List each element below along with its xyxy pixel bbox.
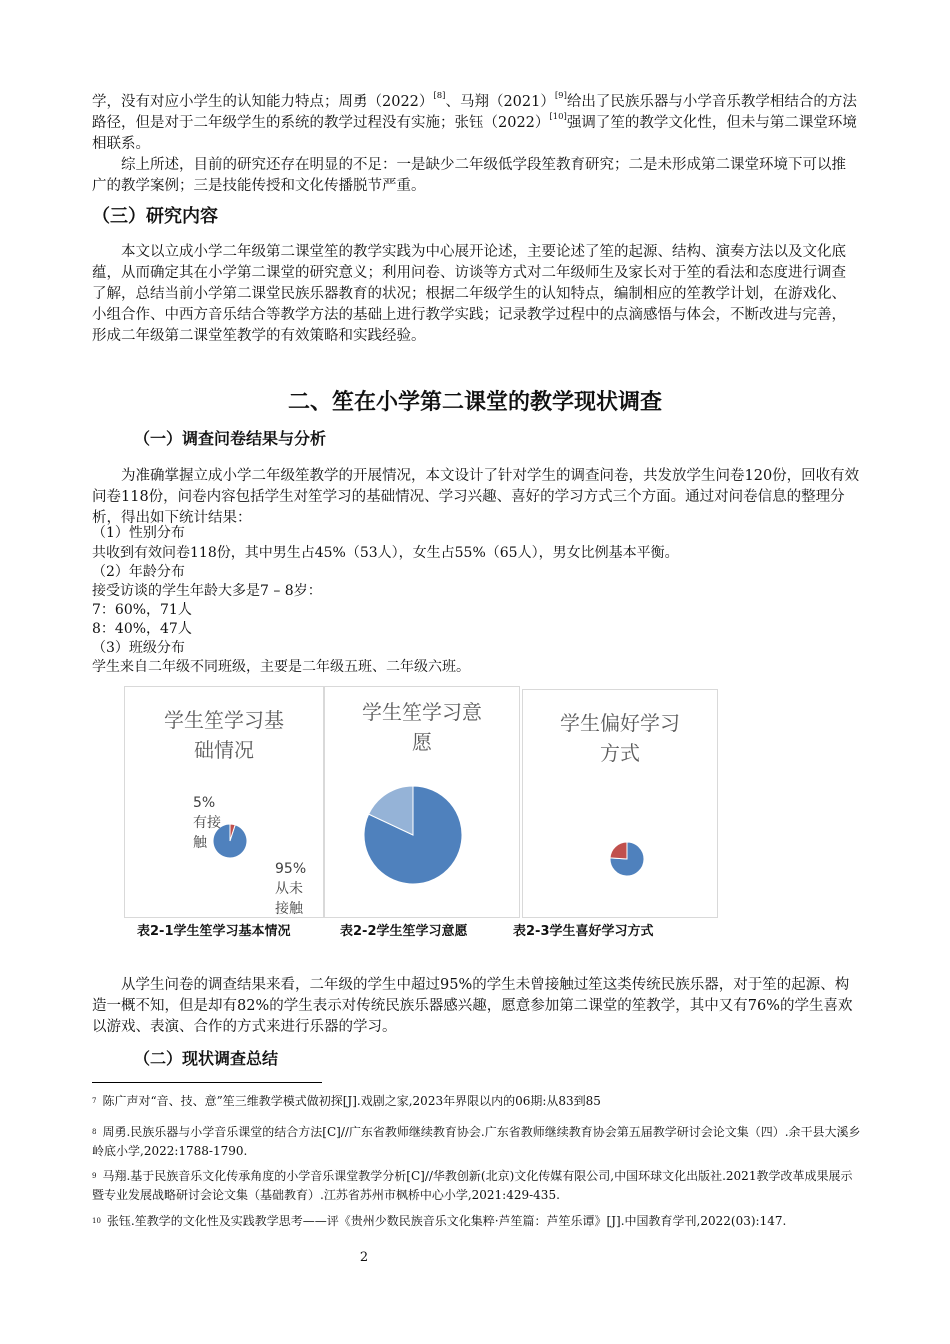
- survey-results-paragraph: 从学生问卷的调查结果来看，二年级的学生中超过95%的学生未曾接触过笙这类传统民族乐器，对于笙的起源、构造一概不知，但是却有82%的学生表示对传统民族乐器感兴趣，愿意参加第二课堂的笙教学，其中又有76%的学生喜欢以游戏、表演、合作的方式来进行乐器的学习。: [92, 977, 853, 1035]
- chart-basic-situation: [124, 686, 324, 918]
- heading-survey: （一）调查问卷结果与分析: [134, 429, 327, 448]
- research-content-paragraph: 本文以立成小学二年级第二课堂笙的教学实践为中心展开论述，主要论述了笙的起源、结构、演奏方法以及文化底蕴，从而确定其在小学第二课堂的研究意义；利用问卷、访谈等方式对二年级师生及家长对于笙的看法和态度进行调查了解，总结当前小学第二课堂民族乐器教育的状况；根据二年级学生的认知特点，编制相应的笙教学计划，在游戏化、小组合作、中西方音乐结合等教学方法的基础上进行教学实践；记录教学过程中的点滴感悟与体会，不断改进与完善，形成二年级第二课堂笙教学的有效策略和实践经验。: [92, 244, 846, 344]
- summary-paragraph: 综上所述，目前的研究还存在明显的不足：一是缺少二年级低学段笙教育研究；二是未形成第二课堂环境下可以推广的教学案例；三是技能传授和文化传播脱节严重。: [92, 157, 846, 194]
- heading-survey-summary: （二）现状调查总结: [134, 1049, 279, 1068]
- footnote-10: $^{10}$ 张钰.笙教学的文化性及实践教学思考——评《贵州少数民族音乐文化集粹·芦笙篇：芦笙乐谭》[J].中国教育学刊,2022(03):147.: [92, 1214, 787, 1228]
- chart-1-label-never: 95% 从未 接触: [275, 861, 307, 917]
- footnote-8: $^8$ 周勇.民族乐器与小学音乐课堂的结合方法[C]//广东省教师继续教育协会.广东省教师继续教育协会第五届教学研讨会论文集（四）.余干县大溪乡岭底小学,2022:1788-1790.: [92, 1125, 861, 1158]
- chart-3-pie: [523, 690, 717, 917]
- age-title: （2）年龄分布: [92, 564, 185, 580]
- chart-3-title: 学生偏好学习 方式: [560, 711, 680, 765]
- age-7: 7：60%，71人: [92, 602, 192, 618]
- chart-3-slice-2: [610, 842, 627, 859]
- gender-title: （1）性别分布: [92, 525, 185, 541]
- lit-review-paragraph: 学，没有对应小学生的认知能力特点；周勇（2022）[8]、马翔（2021）[9]给出了民族乐器与小学音乐教学相结合的方法路径，但是对于二年级学生的系统的教学过程没有实施；张钰（2022）[10]强调了笙的教学文化性，但未与第二课堂环境相联系。: [92, 91, 857, 152]
- chart-1-label-contact: 5% 有接 触: [193, 795, 221, 851]
- chart-1-title: 学生笙学习基 础情况: [164, 708, 284, 762]
- caption-table-2-1: 表2-1学生笙学习基本情况: [137, 924, 291, 939]
- caption-table-2-2: 表2-2学生笙学习意愿: [340, 924, 468, 939]
- age-text: 接受访谈的学生年龄大多是7 – 8岁：: [92, 583, 322, 599]
- chart-preferred-learning: [522, 689, 718, 918]
- citation-10[interactable]: [10]: [549, 112, 567, 122]
- chart-2-pie: [325, 687, 519, 917]
- section-heading: 二、笙在小学第二课堂的教学现状调查: [287, 390, 662, 415]
- heading-research-content: （三）研究内容: [92, 206, 218, 227]
- footnote-7: $^7$ 陈广声对“音、技、意”笙三维教学模式做初探[J].戏剧之家,2023年界限以内的06期:从83到85: [92, 1094, 601, 1108]
- age-8: 8：40%，47人: [92, 621, 192, 637]
- gender-text: 共收到有效问卷118份，其中男生占45%（53人），女生占55%（65人），男女比例基本平衡。: [92, 545, 679, 561]
- class-title: （3）班级分布: [92, 640, 185, 656]
- chart-learning-willingness: [324, 686, 520, 918]
- chart-2-title: 学生笙学习意 愿: [362, 700, 482, 754]
- survey-intro-paragraph: 为准确掌握立成小学二年级笙教学的开展情况，本文设计了针对学生的调查问卷，共发放学生问卷120份，回收有效问卷118份，问卷内容包括学生对笙学习的基础情况、学习兴趣、喜好的学习方式三个方面。通过对问卷信息的整理分析，得出如下统计结果：: [92, 468, 860, 526]
- page-number: 2: [359, 1250, 369, 1265]
- footnote-rule: [92, 1082, 322, 1083]
- class-text: 学生来自二年级不同班级，主要是二年级五班、二年级六班。: [92, 659, 470, 675]
- footnote-9: $^9$ 马翔.基于民族音乐文化传承角度的小学音乐课堂教学分析[C]//华教创新(北京)文化传媒有限公司,中国环球文化出版社.2021教学改革成果展示暨专业发展战略研讨会论文集（基础教育）.江苏省苏州市枫桥中心小学,2021:429-435.: [92, 1169, 853, 1202]
- caption-table-2-3: 表2-3学生喜好学习方式: [513, 924, 654, 939]
- citation-8[interactable]: [8]: [433, 91, 446, 101]
- citation-9[interactable]: [9]: [554, 91, 567, 101]
